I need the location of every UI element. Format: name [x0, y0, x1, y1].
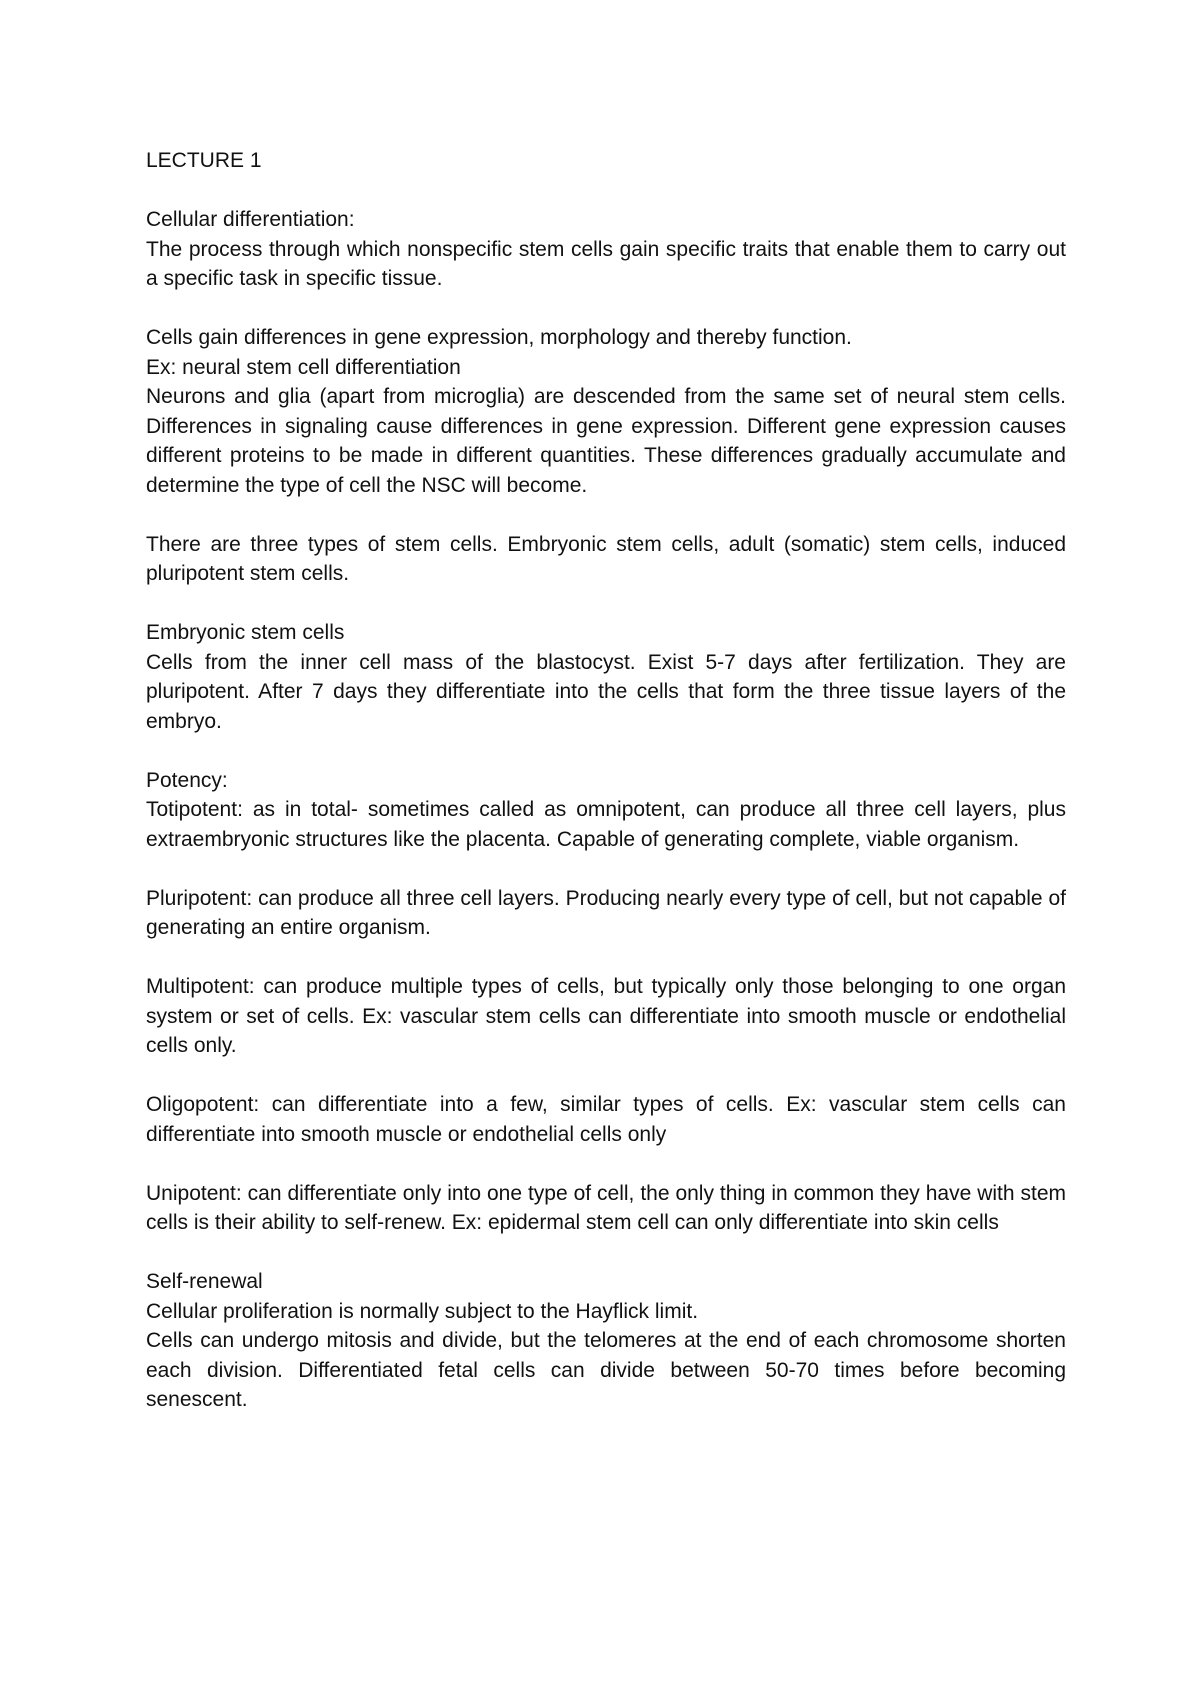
definition-multipotent: Multipotent: can produce multiple types of cells, but typically only those belonging to one organ system or set of cells. Ex: vascular stem cells can differentiate into smooth muscle or endothelial cells only. — [146, 975, 1066, 1057]
heading-potency: Potency: — [146, 768, 228, 792]
paragraph-gap — [146, 1061, 1066, 1091]
paragraph-text: Cells gain differences in gene expression, morphology and thereby function. — [146, 326, 852, 349]
paragraph-text: Cellular proliferation is normally subject to the Hayflick limit. — [146, 1299, 699, 1323]
document-page — [146, 146, 1066, 1415]
definition-totipotent: Totipotent: as in total- sometimes called as omnipotent, can produce all three cell layers, plus extraembryonic structures like the placenta. Capable of generating complete, viable organism. — [146, 798, 1066, 851]
example-heading: Ex: neural stem cell differentiation — [146, 355, 461, 379]
heading-cellular-differentiation: Cellular differentiation: — [146, 208, 355, 231]
paragraph-gap — [146, 500, 1066, 530]
paragraph-gap — [146, 943, 1066, 973]
paragraph-text: Cells can undergo mitosis and divide, but the telomeres at the end of each chromosome shorten each division. Differentiated fetal cells can divide between 50-70 times before becoming senescent. — [146, 1329, 1066, 1411]
paragraph-gap — [146, 589, 1066, 619]
paragraph-text: There are three types of stem cells. Embryonic stem cells, adult (somatic) stem cells, induced pluripotent stem cells. — [146, 532, 1066, 585]
paragraph-gap — [146, 176, 1066, 206]
paragraph-gap — [146, 294, 1066, 324]
document-title: LECTURE 1 — [146, 149, 262, 172]
definition-unipotent: Unipotent: can differentiate only into one type of cell, the only thing in common they have with stem cells is their ability to self-renew. Ex: epidermal stem cell can only differentiate into skin cells — [146, 1181, 1066, 1234]
paragraph-gap — [146, 1238, 1066, 1268]
paragraph-gap — [146, 1149, 1066, 1179]
definition-cellular-differentiation: The process through which nonspecific stem cells gain specific traits that enable them to carry out a specific task in specific tissue. — [146, 237, 1066, 290]
paragraph-gap — [146, 854, 1066, 884]
heading-embryonic-stem-cells: Embryonic stem cells — [146, 621, 345, 644]
heading-self-renewal: Self-renewal — [146, 1270, 263, 1293]
paragraph-text: Neurons and glia (apart from microglia) are descended from the same set of neural stem cells. Differences in signaling cause differences in gene expression. Different gene expression causes different proteins to be made in different quantities. These differences gradually accumulate and determine the type of cell the NSC will become. — [146, 385, 1066, 497]
definition-oligopotent: Oligopotent: can differentiate into a few, similar types of cells. Ex: vascular stem cells can differentiate into smooth muscle or endothelial cells only — [146, 1093, 1066, 1146]
paragraph-text: Cells from the inner cell mass of the blastocyst. Exist 5-7 days after fertilization. They are pluripotent. After 7 days they differentiate into the cells that form the three tissue layers of the embryo. — [146, 650, 1066, 733]
paragraph-gap — [146, 736, 1066, 766]
definition-pluripotent: Pluripotent: can produce all three cell layers. Producing nearly every type of cell, but not capable of generating an entire organism. — [146, 886, 1066, 939]
